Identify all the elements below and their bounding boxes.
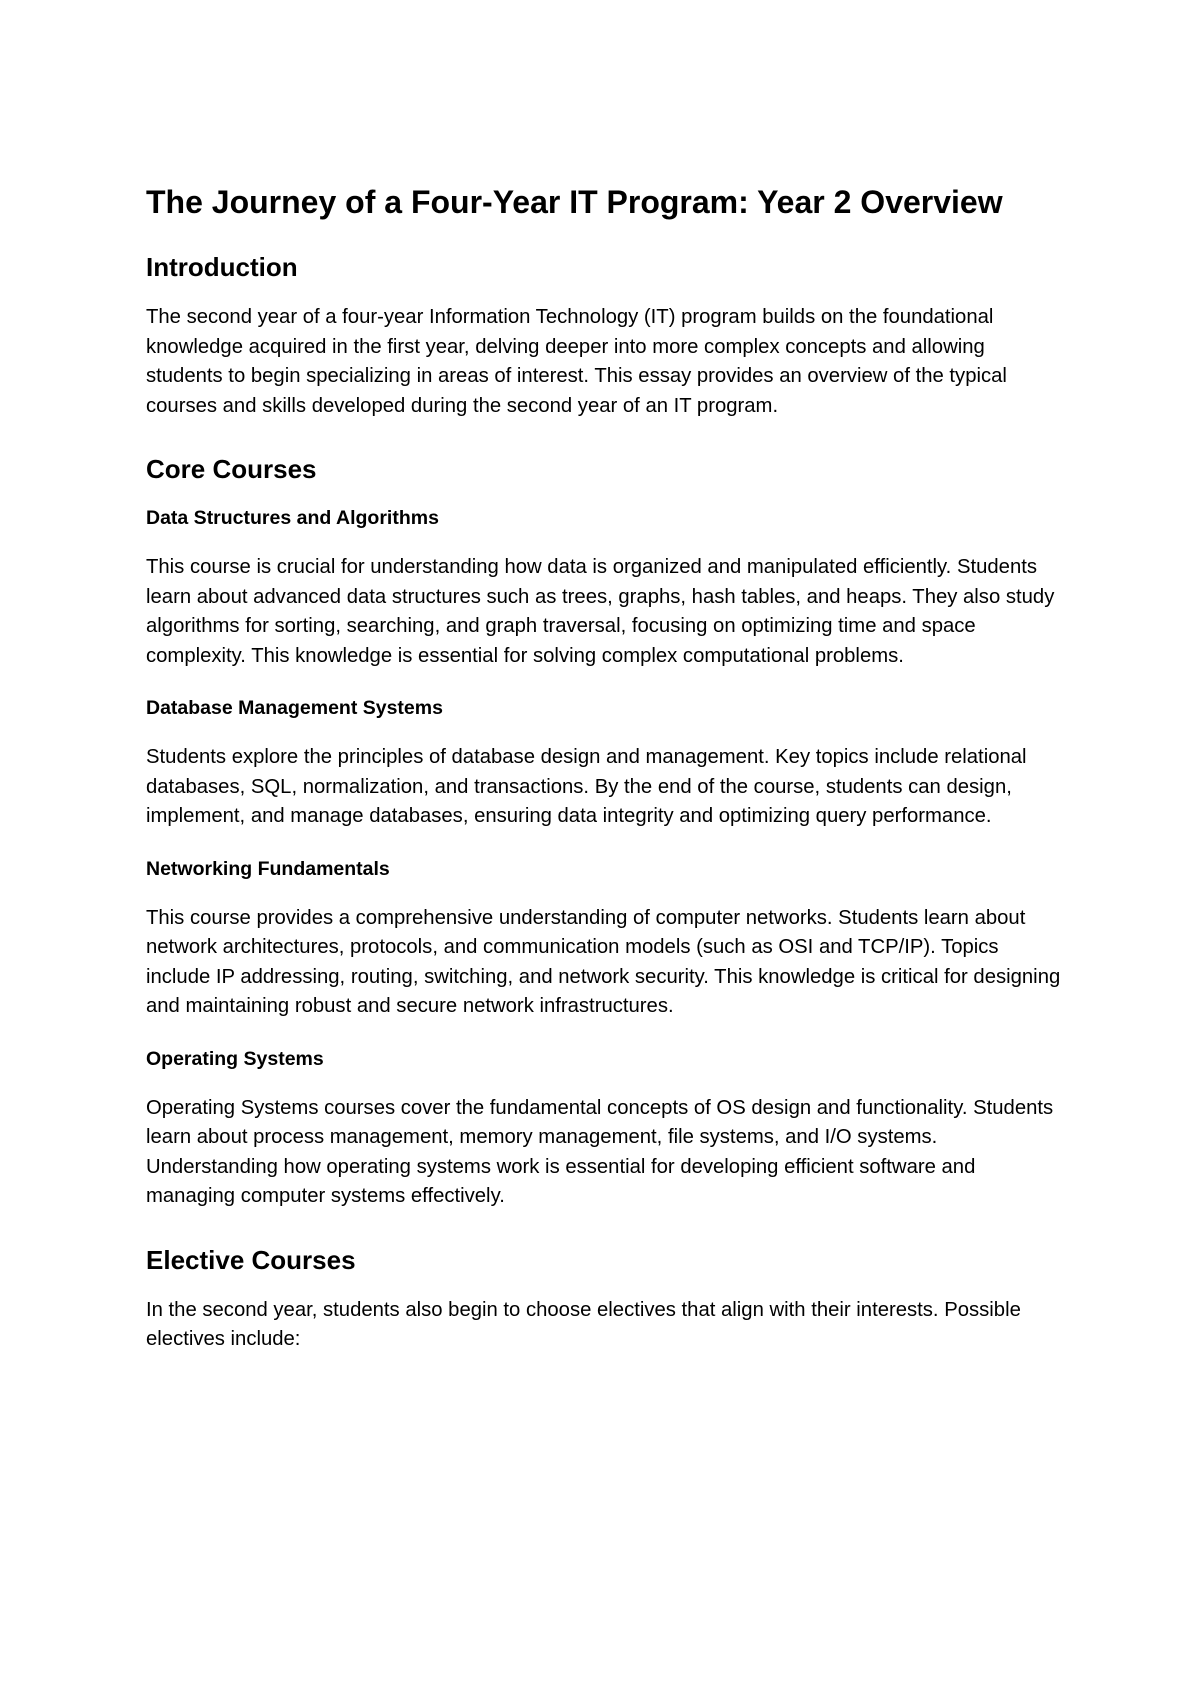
course-description-database-management: Students explore the principles of database design and management. Key topics include relational databases, SQL, normalization, and transactions. By the end of the course, students can design, implement, and manage databases, ensuring data integrity and optimizing query performance.	[146, 746, 1027, 827]
elective-courses-paragraph: In the second year, students also begin to choose electives that align with their interests. Possible electives include:	[146, 1298, 1021, 1350]
introduction-paragraph: The second year of a four-year Information Technology (IT) program builds on the foundational knowledge acquired in the first year, delving deeper into more complex concepts and allowing students to begin specializing in areas of interest. This essay provides an overview of the typical courses and skills developed during the second year of an IT program.	[146, 306, 1007, 417]
introduction-heading: Introduction	[146, 252, 298, 282]
course-title-database-management: Database Management Systems	[146, 697, 443, 719]
course-title-networking: Networking Fundamentals	[146, 857, 390, 880]
course-description-networking: This course provides a comprehensive understanding of computer networks. Students learn about network architectures, protocols, and communication models (such as OSI and TCP/IP). Topics include IP addressing, routing, switching, and network security. This knowledge is critical for designing and maintaining robust and secure network infrastructures.	[146, 906, 1061, 1017]
document-title: The Journey of a Four-Year IT Program: Year 2 Overview	[146, 184, 1003, 220]
course-title-operating-systems: Operating Systems	[146, 1047, 324, 1070]
course-title-data-structures: Data Structures and Algorithms	[146, 507, 439, 529]
document-page	[146, 180, 1066, 1379]
course-description-operating-systems: Operating Systems courses cover the fundamental concepts of OS design and functionality. Students learn about process management, memory management, file systems, and I/O systems. Understanding how operating systems work is essential for developing efficient software and managing computer systems effectively.	[146, 1096, 1054, 1207]
course-description-data-structures: This course is crucial for understanding how data is organized and manipulated efficiently. Students learn about advanced data structures such as trees, graphs, hash tables, and heaps. They also study algorithms for sorting, searching, and graph traversal, focusing on optimizing time and space complexity. This knowledge is essential for solving complex computational problems.	[146, 556, 1055, 667]
core-courses-heading: Core Courses	[146, 454, 317, 484]
elective-courses-heading: Elective Courses	[146, 1244, 356, 1275]
